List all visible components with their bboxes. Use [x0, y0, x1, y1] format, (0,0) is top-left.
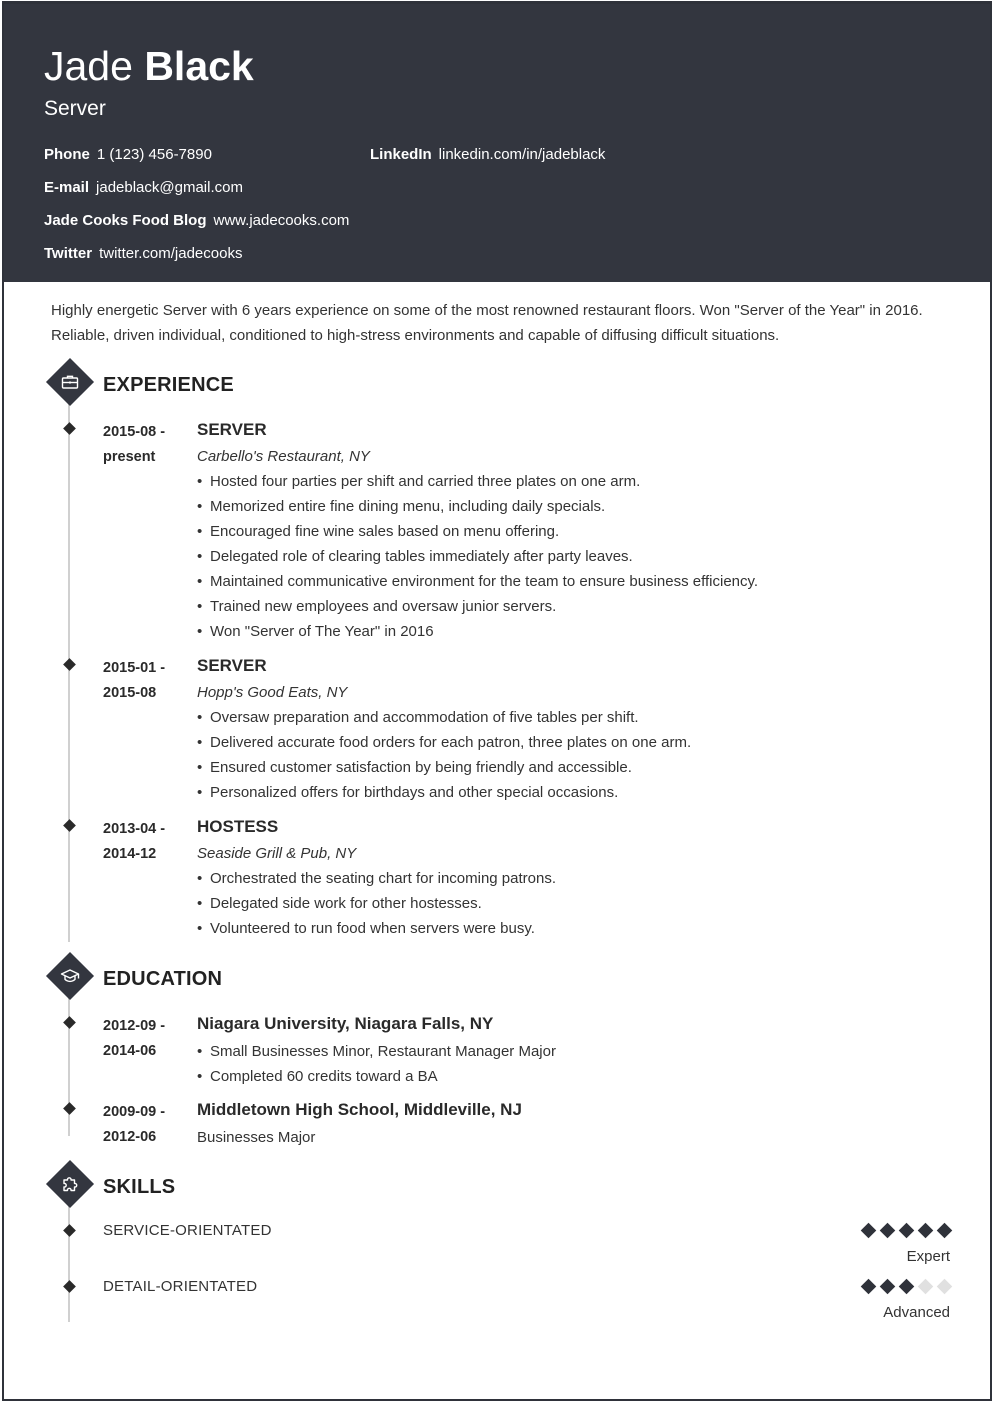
- resume-page: [2, 1, 992, 1401]
- skill-rating: [855, 1223, 950, 1265]
- rating-diamond-filled: [880, 1223, 896, 1239]
- full-name: [44, 42, 950, 90]
- briefcase-icon: [46, 358, 94, 406]
- job-org: Hopp's Good Eats, NY: [197, 684, 348, 701]
- skill-rating: [855, 1279, 950, 1321]
- contact-blog: [44, 211, 349, 231]
- date-start: 2015-08 -: [103, 424, 166, 440]
- timeline-dot: [63, 1280, 76, 1293]
- contact-value[interactable]: jadeblack@gmail.com: [96, 179, 243, 196]
- job-entry: [197, 418, 957, 644]
- list-item: • Ensured customer satisfaction by being friendly and accessible.: [197, 755, 957, 780]
- contact-value[interactable]: twitter.com/jadecooks: [99, 245, 243, 262]
- skill-name: SERVICE-ORIENTATED: [103, 1222, 272, 1239]
- school-name: Niagara University, Niagara Falls, NY: [197, 1014, 494, 1033]
- job-title: SERVER: [197, 420, 267, 439]
- timeline-line: [68, 402, 70, 942]
- timeline-dot: [63, 1102, 76, 1115]
- first-name: Jade: [44, 43, 133, 89]
- rating-diamond-filled: [880, 1279, 896, 1295]
- resume-header: [4, 4, 990, 282]
- job-title: HOSTESS: [197, 817, 279, 836]
- contact-value[interactable]: linkedin.com/in/jadeblack: [438, 146, 606, 163]
- rating-diamond-filled: [937, 1223, 953, 1239]
- contact-email: [44, 178, 243, 198]
- last-name: Black: [144, 43, 254, 89]
- education-date: [103, 1014, 189, 1064]
- list-item: • Orchestrated the seating chart for incoming patrons.: [197, 866, 957, 891]
- skill-level: Advanced: [883, 1304, 950, 1321]
- education-date: [103, 1100, 189, 1150]
- section-title-skills: SKILLS: [103, 1176, 176, 1198]
- timeline-dot: [63, 1016, 76, 1029]
- date-start: 2015-01 -: [103, 660, 166, 676]
- school-name: Middletown High School, Middleville, NJ: [197, 1100, 522, 1119]
- list-item: • Personalized offers for birthdays and other special occasions.: [197, 780, 957, 805]
- job-date: [103, 817, 189, 867]
- section-title-experience: EXPERIENCE: [103, 374, 234, 396]
- summary: Highly energetic Server with 6 years experience on some of the most renowned restaurant floors. Won "Server of the Year" in 2016. Reliable, driven individual, conditioned to high-stress environments and capable of diffusing difficult situations.: [51, 302, 923, 344]
- timeline-dot: [63, 658, 76, 671]
- list-item: • Memorized entire fine dining menu, including daily specials.: [197, 494, 957, 519]
- rating-diamond-filled: [899, 1223, 915, 1239]
- timeline-dot: [63, 1224, 76, 1237]
- skill-name: DETAIL-ORIENTATED: [103, 1278, 258, 1295]
- contact-twitter: [44, 244, 242, 264]
- contact-label: E-mail: [44, 179, 90, 196]
- job-date: [103, 420, 189, 470]
- list-item: • Hosted four parties per shift and carried three plates on one arm.: [197, 469, 957, 494]
- date-end: 2014-06: [103, 1043, 157, 1059]
- section-title-education: EDUCATION: [103, 968, 223, 990]
- job-bullets: [197, 866, 957, 941]
- list-item: • Delivered accurate food orders for each patron, three plates on one arm.: [197, 730, 957, 755]
- list-item: • Trained new employees and oversaw junior servers.: [197, 594, 957, 619]
- list-item: • Oversaw preparation and accommodation of five tables per shift.: [197, 705, 957, 730]
- job-org: Seaside Grill & Pub, NY: [197, 845, 357, 862]
- contact-linkedin: [370, 145, 605, 165]
- list-item: • Encouraged fine wine sales based on menu offering.: [197, 519, 957, 544]
- rating-diamond-filled: [861, 1279, 877, 1295]
- education-entry: [197, 1098, 957, 1150]
- contact-label: Phone: [44, 146, 90, 163]
- job-entry: [197, 654, 957, 805]
- puzzle-piece-icon: [46, 1160, 94, 1208]
- date-start: 2009-09 -: [103, 1104, 166, 1120]
- graduation-cap-icon: [46, 952, 94, 1000]
- contact-label: Jade Cooks Food Blog: [44, 212, 207, 229]
- date-start: 2012-09 -: [103, 1018, 166, 1034]
- education-detail: Businesses Major: [197, 1129, 316, 1146]
- rating-diamond-empty: [937, 1279, 953, 1295]
- contact-value[interactable]: www.jadecooks.com: [213, 212, 350, 229]
- education-bullets: [197, 1039, 957, 1089]
- job-bullets: [197, 469, 957, 644]
- job-bullets: [197, 705, 957, 805]
- date-start: 2013-04 -: [103, 821, 166, 837]
- date-end: 2012-06: [103, 1129, 157, 1145]
- contact-phone: [44, 145, 212, 165]
- job-entry: [197, 815, 957, 941]
- timeline-dot: [63, 819, 76, 832]
- contact-value: 1 (123) 456-7890: [96, 146, 212, 163]
- timeline-dot: [63, 422, 76, 435]
- date-end: 2015-08: [103, 685, 157, 701]
- job-org: Carbello's Restaurant, NY: [197, 448, 370, 465]
- rating-diamond-filled: [918, 1223, 934, 1239]
- date-end: 2014-12: [103, 846, 157, 862]
- list-item: • Delegated side work for other hostesses.: [197, 891, 957, 916]
- list-item: • Volunteered to run food when servers were busy.: [197, 916, 957, 941]
- rating-diamond-empty: [918, 1279, 934, 1295]
- rating-diamonds: [855, 1279, 950, 1297]
- job-date: [103, 656, 189, 706]
- education-entry: [197, 1012, 957, 1089]
- contact-label: Twitter: [44, 245, 93, 262]
- list-item: • Delegated role of clearing tables immediately after party leaves.: [197, 544, 957, 569]
- job-role: Server: [44, 97, 106, 120]
- list-item: • Completed 60 credits toward a BA: [197, 1064, 957, 1089]
- skill-level: Expert: [906, 1248, 950, 1265]
- contact-label: LinkedIn: [370, 146, 432, 163]
- list-item: • Won "Server of The Year" in 2016: [197, 619, 957, 644]
- list-item: • Small Businesses Minor, Restaurant Manager Major: [197, 1039, 957, 1064]
- rating-diamonds: [855, 1223, 950, 1241]
- job-title: SERVER: [197, 656, 267, 675]
- contact-info: [44, 145, 844, 275]
- timeline-line: [68, 1204, 70, 1322]
- list-item: • Maintained communicative environment for the team to ensure business efficiency.: [197, 569, 957, 594]
- rating-diamond-filled: [861, 1223, 877, 1239]
- date-end: present: [103, 449, 156, 465]
- rating-diamond-filled: [899, 1279, 915, 1295]
